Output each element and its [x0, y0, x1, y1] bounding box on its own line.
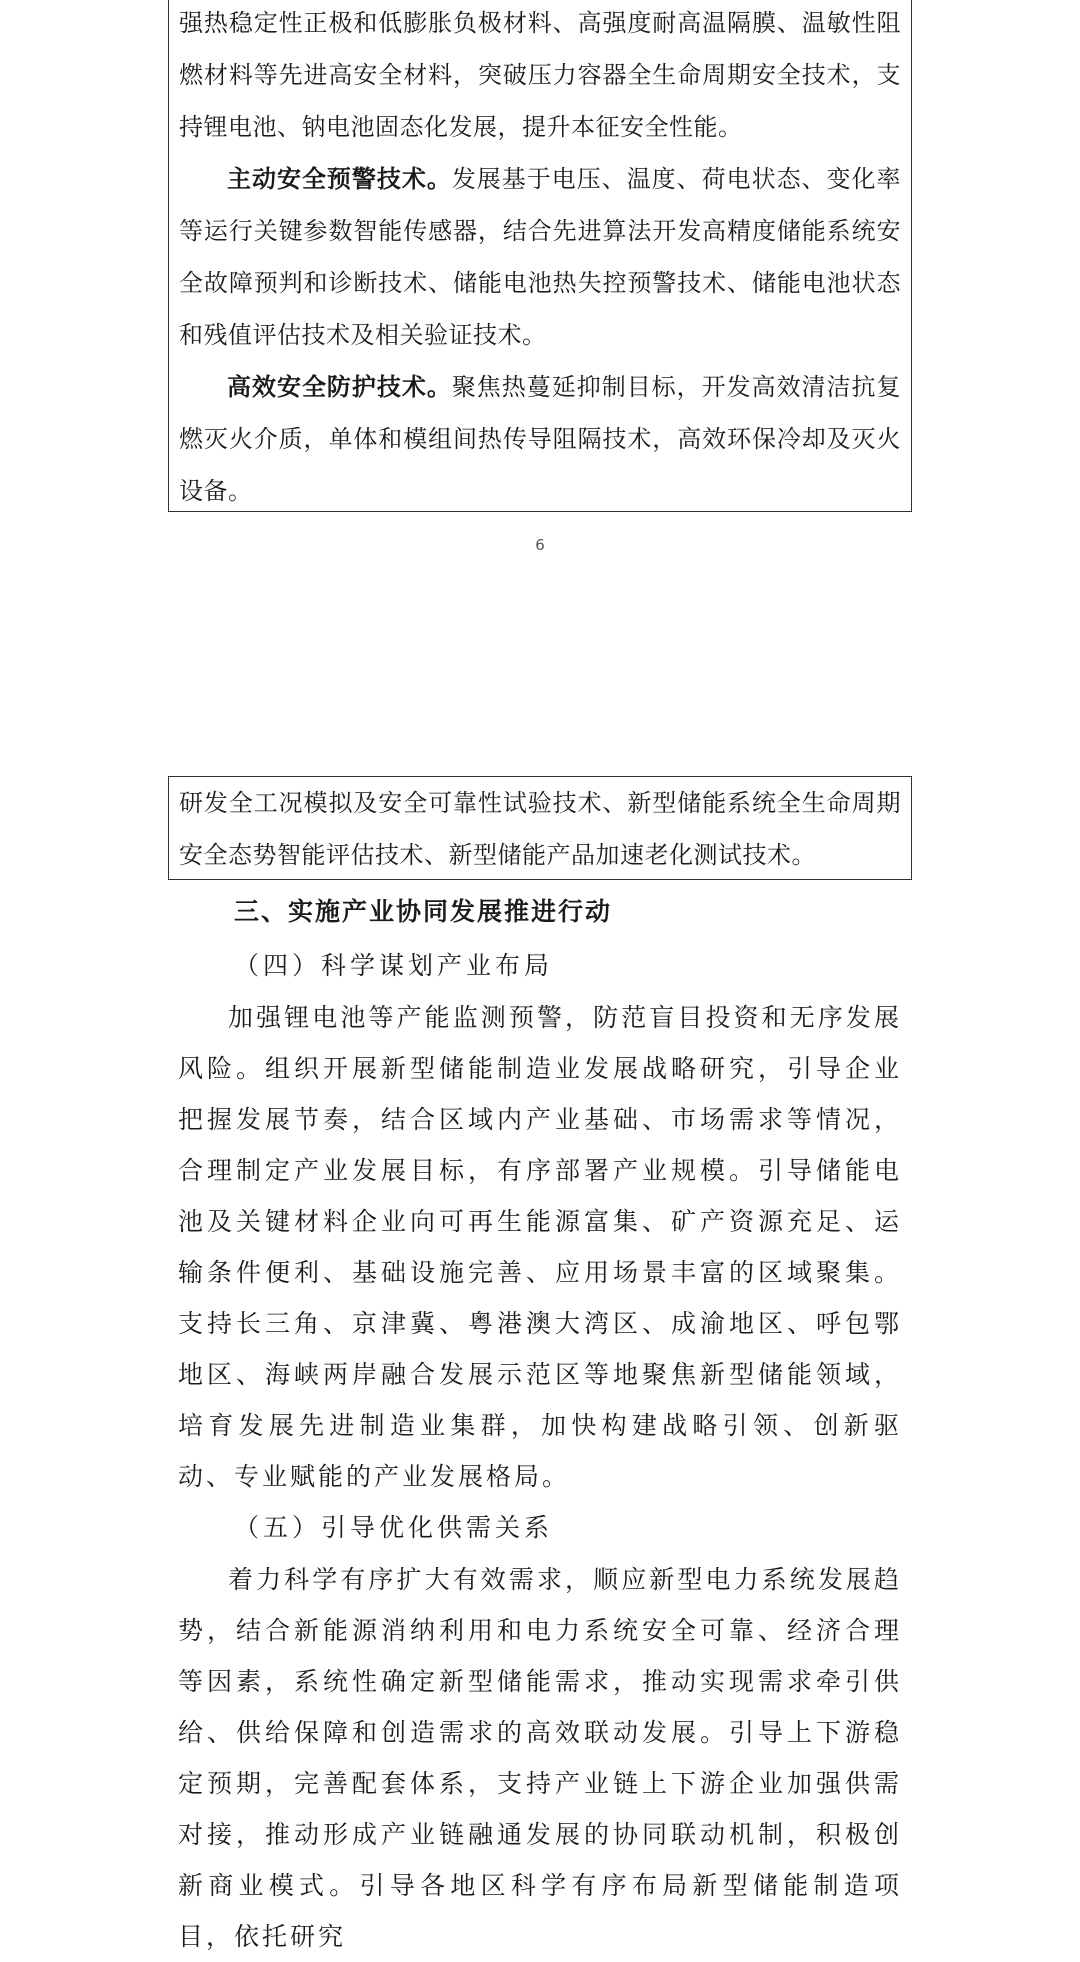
box-paragraph-materials: 强热稳定性正极和低膨胀负极材料、高强度耐高温隔膜、温敏性阻燃材料等先进高安全材料，突破压力容器全生命周期安全技术，支持锂电池、钠电池固态化发展，提升本征安全性能。: [179, 9, 901, 141]
body-paragraph-supply-demand: 着力科学有序扩大有效需求，顺应新型电力系统发展趋势，结合新能源消纳利用和电力系统安全可靠、经济合理等因素，系统性确定新型储能需求，推动实现需求牵引供给、供给保障和创造需求的高效联动发展。引导上下游稳定预期，完善配套体系，支持产业链上下游企业加强供需对接，推动形成产业链融通发展的协同联动机制，积极创新商业模式。引导各地区科学有序布局新型储能制造项目，依托研究: [178, 1565, 902, 1951]
main-content: [178, 884, 902, 1962]
subsection-heading-5: （五）引导优化供需关系: [234, 1513, 554, 1542]
technology-text-box-bottom: [168, 776, 912, 880]
box-paragraph-title: 主动安全预警技术。: [227, 165, 452, 193]
subsection-heading-4: （四）科学谋划产业布局: [234, 951, 554, 980]
box-paragraph-early-warning: [179, 153, 901, 361]
section-heading: 三、实施产业协同发展推进行动: [234, 897, 613, 926]
box-paragraph-testing: 研发全工况模拟及安全可靠性试验技术、新型储能系统全生命周期安全态势智能评估技术、新型储能产品加速老化测试技术。: [179, 789, 901, 869]
technology-text-box-top: [168, 0, 912, 512]
box-paragraph-title: 高效安全防护技术。: [227, 373, 452, 401]
box-paragraph-text: 聚焦热蔓延抑制目标，开发高效清洁抗复燃灭火介质，单体和模组间热传导阻隔技术，高效环保冷却及灭火设备。: [179, 373, 901, 505]
page-number: 6: [535, 536, 545, 554]
body-paragraph-layout: 加强锂电池等产能监测预警，防范盲目投资和无序发展风险。组织开展新型储能制造业发展战略研究，引导企业把握发展节奏，结合区域内产业基础、市场需求等情况，合理制定产业发展目标，有序部署产业规模。引导储能电池及关键材料企业向可再生能源富集、矿产资源充足、运输条件便利、基础设施完善、应用场景丰富的区域聚集。支持长三角、京津冀、粤港澳大湾区、成渝地区、呼包鄂地区、海峡两岸融合发展示范区等地聚焦新型储能领域，培育发展先进制造业集群，加快构建战略引领、创新驱动、专业赋能的产业发展格局。: [178, 1003, 902, 1491]
box-paragraph-text: 发展基于电压、温度、荷电状态、变化率等运行关键参数智能传感器，结合先进算法开发高精度储能系统安全故障预判和诊断技术、储能电池热失控预警技术、储能电池状态和残值评估技术及相关验证技术。: [179, 165, 901, 349]
box-paragraph-protection: [179, 361, 901, 512]
